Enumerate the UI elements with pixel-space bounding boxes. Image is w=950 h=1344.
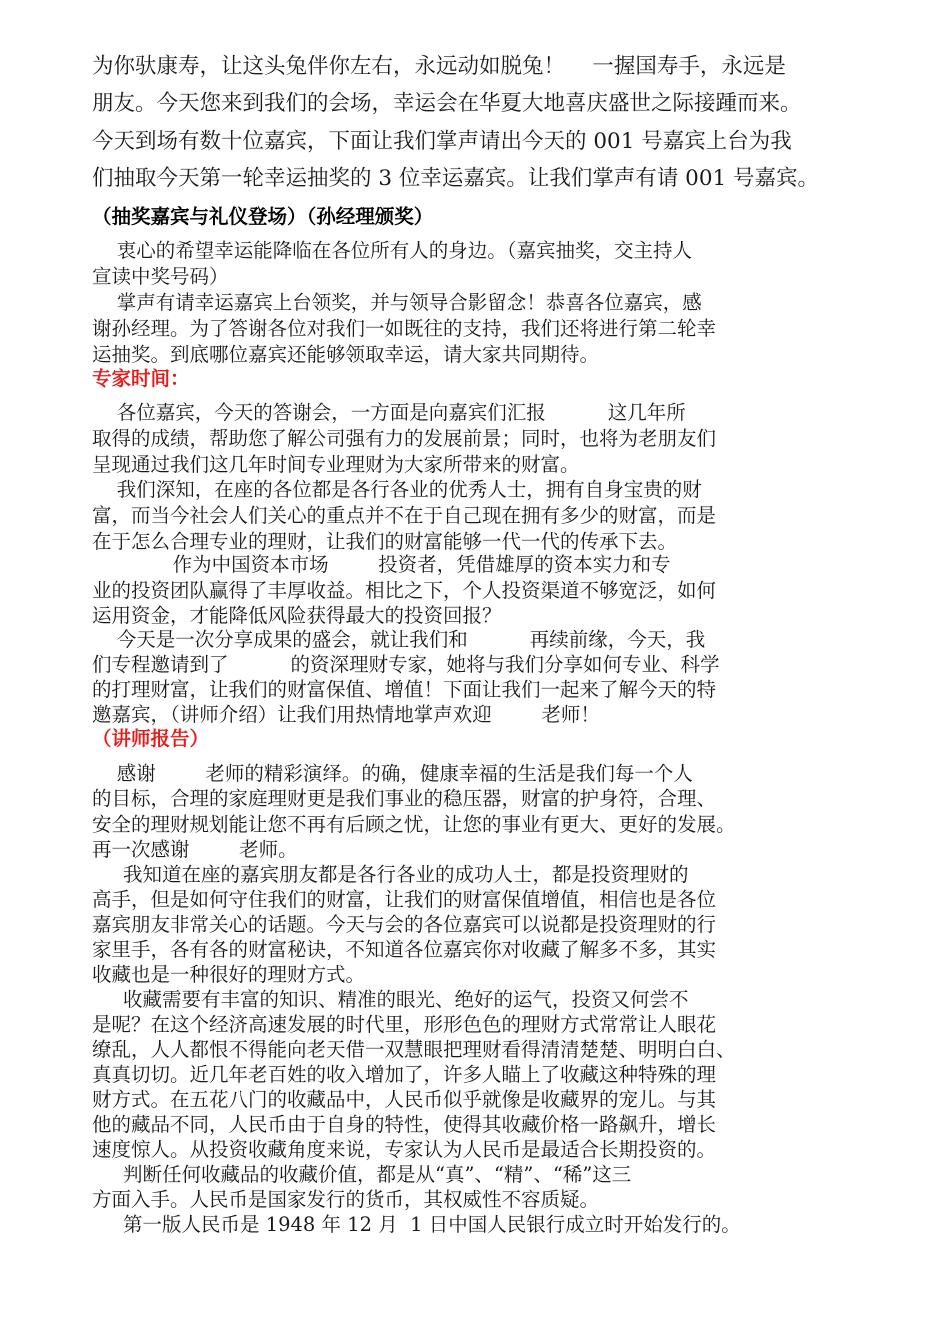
body-line: 高手，但是如何守住我们的财富，让我们的财富保值增值，相信也是各位	[92, 888, 717, 911]
body-line: 的打理财富，让我们的财富保值、增值！下面让我们一起来了解今天的特	[92, 678, 717, 701]
body-line: 我们深知，在座的各位都是各行各业的优秀人士，拥有自身宝贵的财	[92, 478, 702, 501]
section-heading-lottery: （抽奖嘉宾与礼仪登场）（孙经理颁奖）	[92, 205, 434, 228]
body-line: 衷心的希望幸运能降临在各位所有人的身边。（嘉宾抽奖，交主持人	[92, 239, 693, 262]
body-line: 缭乱，人人都恨不得能向老天借一双慧眼把理财看得清清楚楚、明明白白、	[92, 1038, 736, 1061]
body-line: 收藏需要有丰富的知识、精准的眼光、绝好的运气，投资又何尝不	[92, 988, 689, 1011]
body-line: 们专程邀请到了 的资深理财专家，她将与我们分享如何专业、科学	[92, 653, 720, 676]
body-line: 掌声有请幸运嘉宾上台领奖，并与领导合影留念！恭喜各位嘉宾，感	[92, 291, 702, 314]
body-line: 今天到场有数十位嘉宾，下面让我们掌声请出今天的 001 号嘉宾上台为我	[92, 129, 792, 154]
body-line: 安全的理财规划能让您不再有后顾之忧，让您的事业有更大、更好的发展。	[92, 813, 736, 836]
body-line: 朋友。今天您来到我们的会场，幸运会在华夏大地喜庆盛世之际接踵而来。	[92, 91, 802, 116]
body-line: 他的藏品不同，人民币由于自身的特性，使得其收藏价格一路飙升，增长	[92, 1113, 717, 1136]
body-line: 邀嘉宾，（讲师介绍）让我们用热情地掌声欢迎 老师！	[92, 703, 600, 726]
body-line: 财方式。在五花八门的收藏品中，人民币似乎就像是收藏界的宠儿。与其	[92, 1088, 717, 1111]
body-line: 嘉宾朋友非常关心的话题。今天与会的各位嘉宾可以说都是投资理财的行	[92, 913, 717, 936]
body-line: 的目标，合理的家庭理财更是我们事业的稳压器，财富的护身符，合理、	[92, 787, 717, 810]
body-line: 是呢？在这个经济高速发展的时代里，形形色色的理财方式常常让人眼花	[92, 1013, 717, 1036]
body-line: 们抽取今天第一轮幸运抽奖的 3 位幸运嘉宾。让我们掌声有请 001 号嘉宾。	[92, 166, 820, 191]
body-line: 各位嘉宾，今天的答谢会，一方面是向嘉宾们汇报 这几年所	[92, 401, 686, 424]
body-line: 呈现通过我们这几年时间专业理财为大家所带来的财富。	[92, 453, 580, 476]
body-line: 作为中国资本市场 投资者，凭借雄厚的资本实力和专	[92, 553, 671, 576]
body-line: 收藏也是一种很好的理财方式。	[92, 963, 366, 986]
body-line: 为你驮康寿，让这头兔伴你左右，永远动如脱兔！ 一握国寿手，永远是	[92, 54, 786, 79]
body-line: 取得的成绩，帮助您了解公司强有力的发展前景；同时，也将为老朋友们	[92, 427, 717, 450]
body-line: 真真切切。近几年老百姓的收入增加了，许多人瞄上了收藏这种特殊的理	[92, 1063, 717, 1086]
body-line: 谢孙经理。为了答谢各位对我们一如既往的支持，我们还将进行第二轮幸	[92, 317, 717, 340]
body-line: 速度惊人。从投资收藏角度来说，专家认为人民币是最适合长期投资的。	[92, 1138, 717, 1161]
body-line: 在于怎么合理专业的理财，让我们的财富能够一代一代的传承下去。	[92, 530, 678, 553]
body-line: 富，而当今社会人们关心的重点并不在于自己现在拥有多少的财富，而是	[92, 504, 717, 527]
body-line: 宣读中奖号码）	[92, 265, 229, 288]
body-line: 判断任何收藏品的收藏价值，都是从“真”、“精”、“稀”这三	[92, 1163, 632, 1186]
body-line: 今天是一次分享成果的盛会，就让我们和 再续前缘，今天，我	[92, 628, 706, 651]
body-line: 方面入手。人民币是国家发行的货币，其权威性不容质疑。	[92, 1188, 600, 1211]
body-line: 运用资金，才能降低风险获得最大的投资回报？	[92, 604, 502, 627]
section-heading-expert-time: 专家时间：	[92, 367, 190, 390]
body-line: 家里手，各有各的财富秘诀，不知道各位嘉宾你对收藏了解多不多，其实	[92, 938, 717, 961]
body-line: 我知道在座的嘉宾朋友都是各行各业的成功人士，都是投资理财的	[92, 863, 689, 886]
body-line: 感谢 老师的精彩演绎。的确，健康幸福的生活是我们每一个人	[92, 762, 693, 785]
body-line: 再一次感谢 老师。	[92, 838, 298, 861]
body-line: 运抽奖。到底哪位嘉宾还能够领取幸运，请大家共同期待。	[92, 343, 600, 366]
section-heading-lecture: （讲师报告）	[92, 727, 210, 750]
body-line: 业的投资团队赢得了丰厚收益。相比之下，个人投资渠道不够宽泛，如何	[92, 579, 717, 602]
body-line: 第一版人民币是 1948 年 12 月 1 日中国人民银行成立时开始发行的。	[92, 1213, 741, 1236]
